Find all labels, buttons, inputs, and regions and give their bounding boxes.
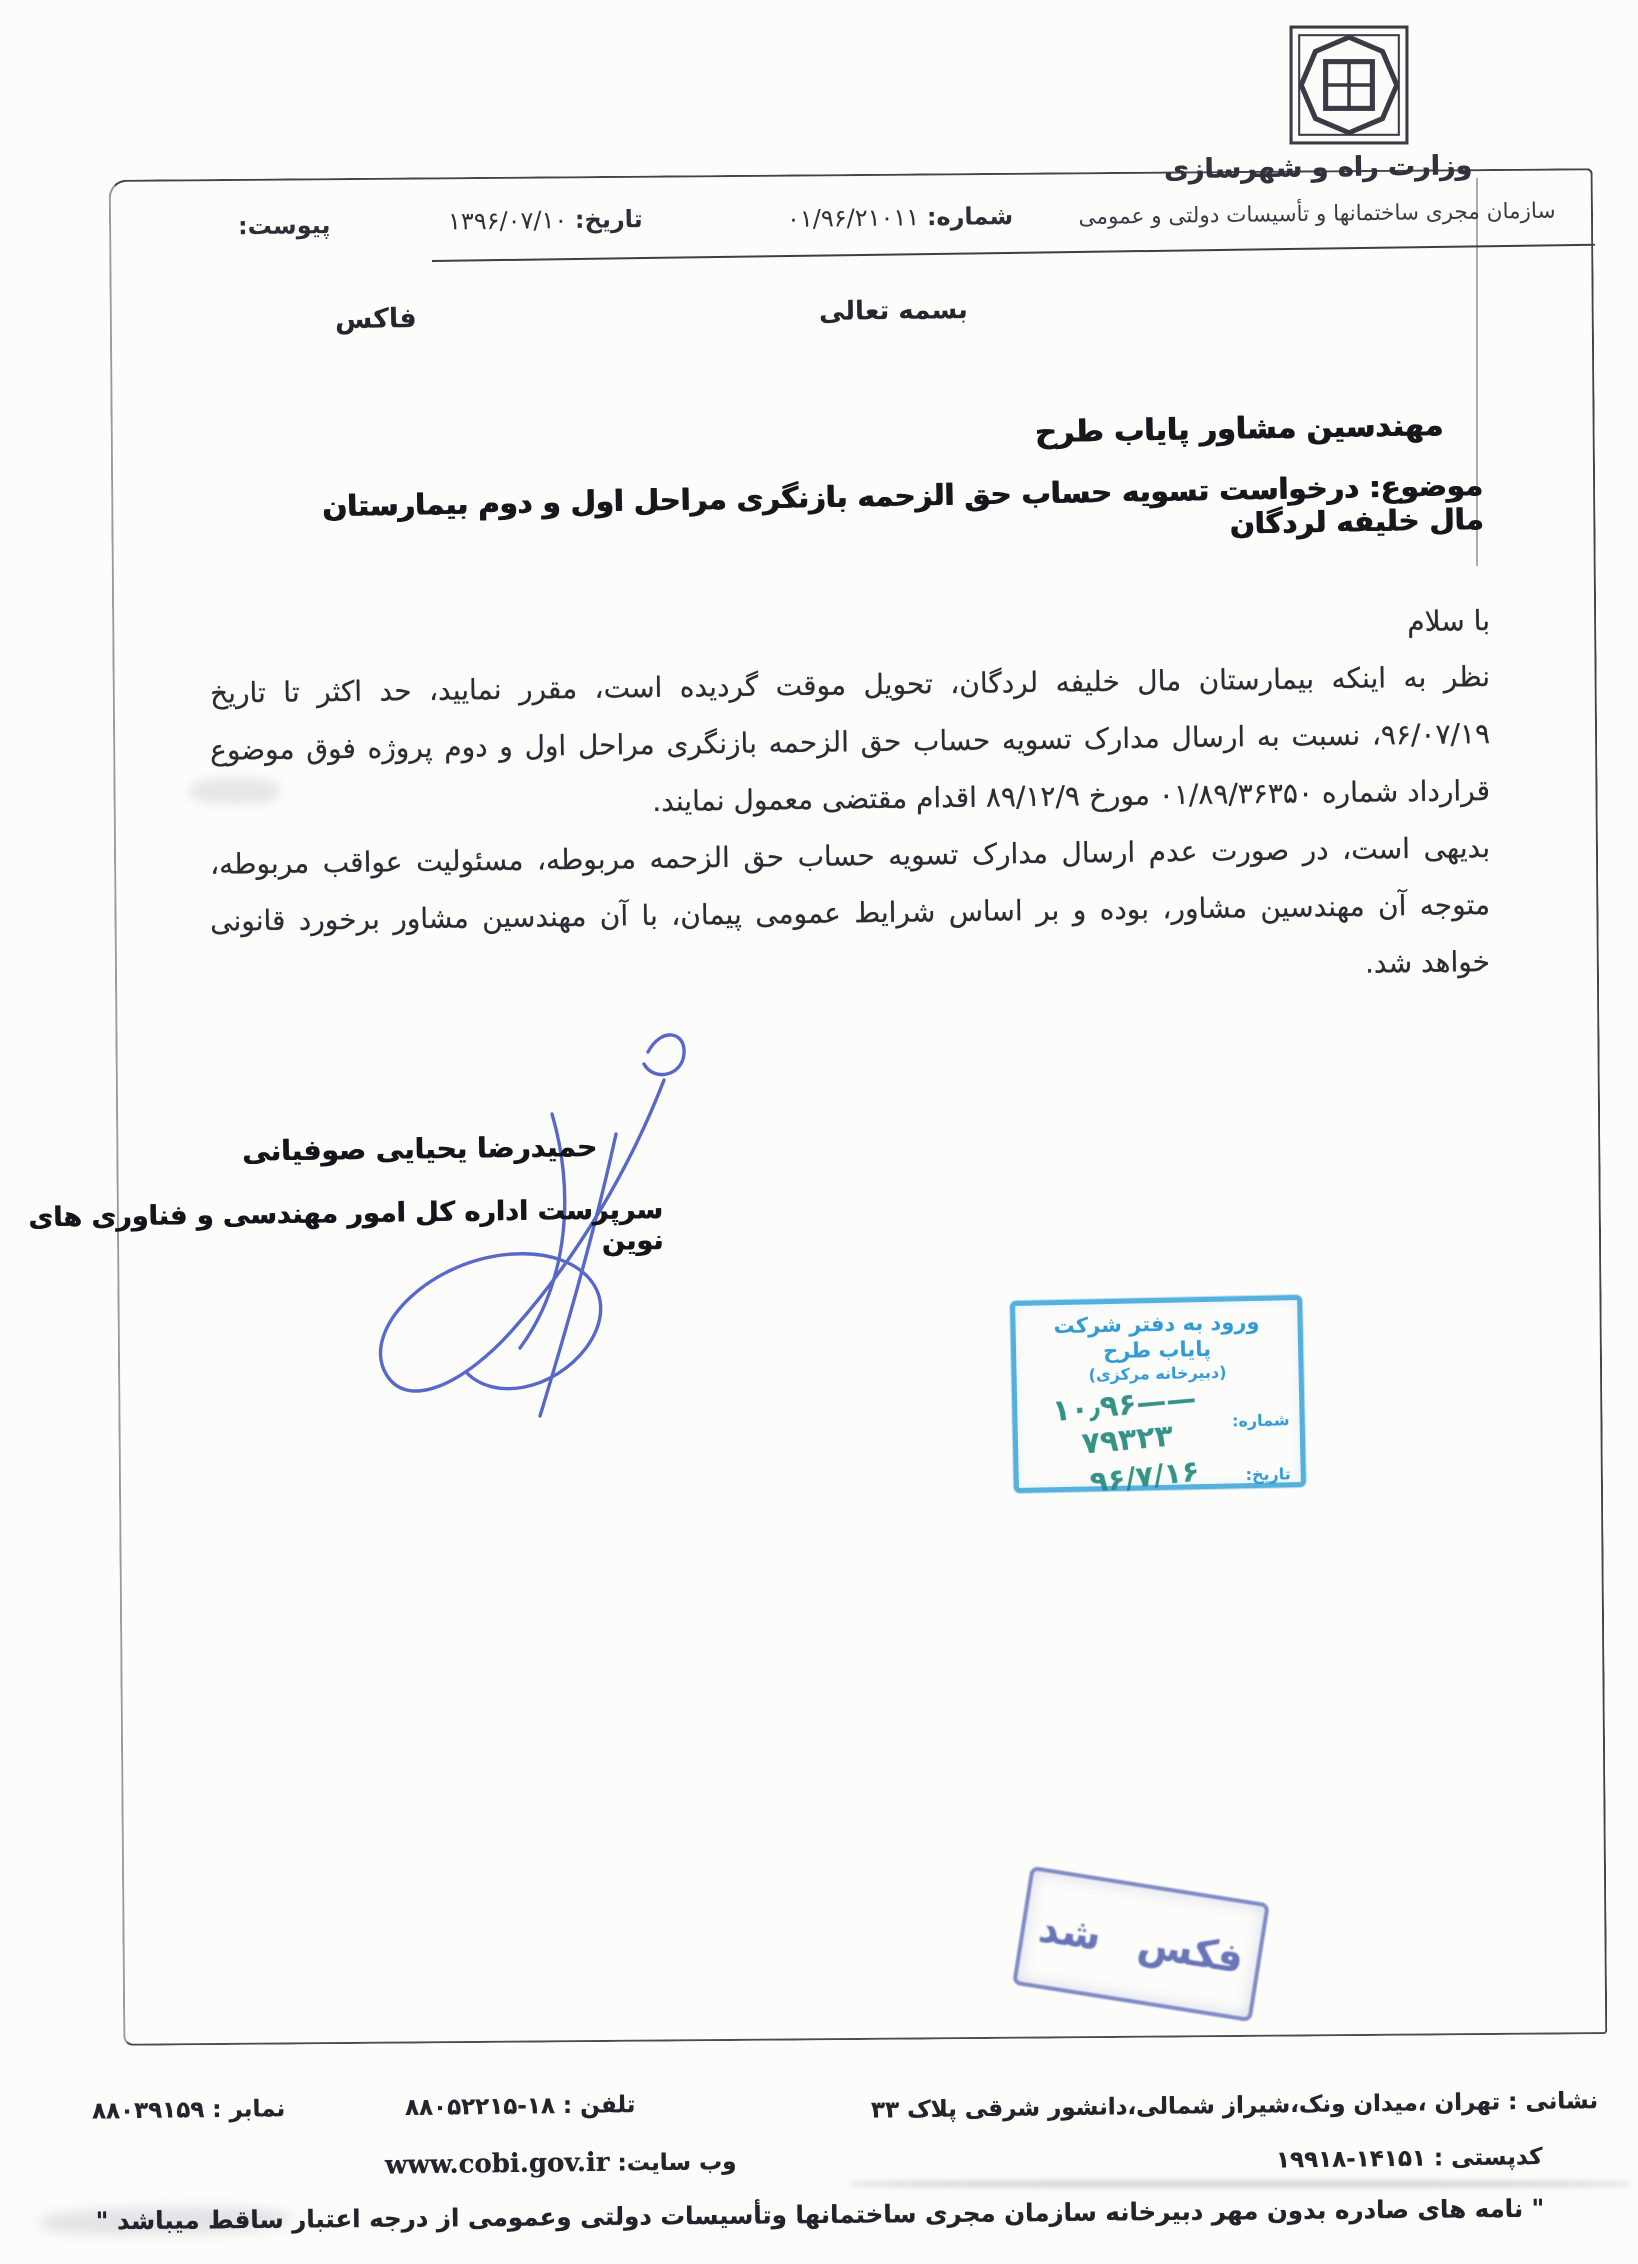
letter-date-value: ۱۳۹۶/۰۷/۱۰ [448,205,568,236]
attachment-label: پیوست: [237,211,331,241]
footer-website-url: www.cobi.gov.ir [384,2147,610,2181]
footer-address: نشانی : تهران ،میدان ونک،شیراز شمالی،دانشور شرقی پلاک ۳۳ [870,2088,1599,2124]
footer-fax-number: نمابر : ۸۸۰۳۹۱۵۹ [91,2096,286,2125]
body-line: متوجه آن مهندسین مشاور، بوده و بر اساس شرایط عمومی پیمان، با آن مهندسین مشاور برخورد قانونی [209,888,1491,938]
ministry-name: وزارت راه و شهرسازی [1163,150,1473,186]
ministry-emblem-icon [1288,24,1410,146]
footer-phone: تلفن : ۱۸-۸۸۰۵۲۲۱۵ [404,2092,636,2122]
footer-postal-code: کدپستی : ۱۴۱۵۱-۱۹۹۱۸ [1276,2144,1544,2174]
letter-number-label: شماره: [926,202,1014,232]
footer-website [385,2146,737,2181]
entry-stamp-date-value: ۹۶/۷/۱۶ [1088,1453,1202,1500]
besmele-heading: بسمه تعالی [819,295,969,327]
faxed-stamp-text: فکس شد [1035,1905,1247,1983]
letter-date-field [448,205,643,236]
fax-annotation: فاکس [334,303,417,336]
letter-date-label: تاریخ: [575,205,644,234]
recipient-line: مهندسین مشاور پایاب طرح [1034,408,1444,451]
entry-stamp-title: ورود به دفتر شرکت پایاب طرح [1053,1309,1260,1364]
entry-stamp-subtitle: (دبیرخانه مرکزی) [1088,1362,1227,1385]
body-line: نظر به اینکه بیمارستان مال خلیفه لردگان، تحویل موقت گردیده است، مقرر نمایید، حد اکثر تا تاریخ [209,660,1491,710]
entry-stamp-date-label: تاریخ: [1245,1463,1291,1484]
attachment-field [237,211,330,240]
body-line: قرارداد شماره ۰۱/۸۹/۳۶۳۵۰ مورخ ۸۹/۱۲/۹ اقدام مقتضی معمول نمایند. [652,774,1491,818]
footer-website-label: وب سایت: [617,2149,737,2177]
body-line: خواهد شد. [1364,945,1491,980]
scan-smudge [850,2180,1630,2188]
letter-number-field [787,202,1013,233]
entry-stamp-number-label: شماره: [1231,1409,1290,1430]
body-line: بدیهی است، در صورت عدم ارسال مدارک تسویه حساب حق الزحمه مربوطه، مسئولیت عواقب مربوطه، [209,831,1491,881]
letter-number-value: ۰۱/۹۶/۲۱۰۱۱ [786,203,920,233]
company-entry-stamp [1010,1295,1306,1500]
entry-stamp-number-value: ۱۰٫۹۶——۷۹۳۲۳ [1050,1381,1198,1462]
organization-name: سازمان مجری ساختمانها و تأسیسات دولتی و عمومی [1078,198,1556,230]
body-line: ۹۶/۰۷/۱۹، نسبت به ارسال مدارک تسویه حساب حق الزحمه بازنگری مراحل اول و دوم پروژه فوق موضوع [209,717,1491,767]
salutation: با سلام [1407,604,1491,639]
signer-name: حمیدرضا یحیایی صوفیانی [241,1130,598,1168]
footer-disclaimer: " نامه های صادره بدون مهر دبیرخانه سازمان مجری ساختمانها وتأسیسات دولتی وعمومی از درجه اعتبار ساقط میباشد " [95,2193,1545,2236]
subject-line: موضوع: درخواست تسویه حساب حق الزحمه بازنگری مراحل اول و دوم بیمارستان مال خلیفه لردگان [321,468,1484,541]
signer-title: سرپرست اداره کل امور مهندسی و فناوری های نوین [28,1194,664,1257]
